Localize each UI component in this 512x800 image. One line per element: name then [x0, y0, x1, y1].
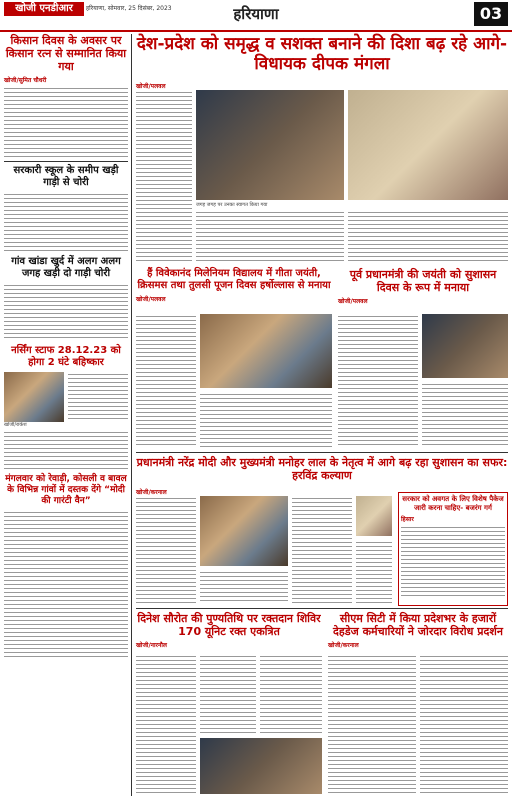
- main-byline: खोजी/पलवल: [136, 83, 166, 90]
- section-title: हरियाणा: [233, 5, 279, 23]
- section-divider: [136, 452, 508, 453]
- story2-body: [4, 192, 128, 252]
- blood-byline: खोजी/नारनौल: [136, 642, 167, 649]
- story1-body: [4, 86, 128, 158]
- story4-body-2: [4, 430, 128, 470]
- story3-headline: गांव खांडा खुर्द में अलग अलग जगह खड़ी दो गाड़ी चोरी: [11, 256, 121, 279]
- kalyan-body-1: [136, 496, 196, 604]
- page-number: 03: [474, 2, 508, 26]
- main-caption: जगह जगह पर उनका स्वागत किया गया: [196, 202, 268, 208]
- story3-body: [4, 283, 128, 341]
- blood-body-3: [260, 654, 322, 734]
- protest-byline: खोजी/करनाल: [328, 642, 359, 649]
- kalyan-headline: प्रधानमंत्री नरेंद्र मोदी और मुख्यमंत्री मनोहर लाल के नेतृत्व में आगे बढ़ रहा सुशासन का सफर: हरविंद्र कल्याण: [136, 456, 508, 482]
- main-photo-2: [348, 90, 508, 200]
- story2-headline: सरकारी स्कूल के समीप खड़ी गाड़ी से चोरी: [13, 165, 119, 188]
- section-divider-2: [136, 608, 508, 609]
- blood-body: [136, 654, 196, 794]
- blood-photo: [200, 738, 322, 794]
- sushasan-photo: [422, 314, 508, 378]
- school-body-2: [200, 392, 332, 448]
- sushasan-body: [338, 314, 418, 448]
- protest-headline: सीएम सिटी में किया प्रदेशभर के हजारों देहडेज कर्मचारियों ने जोरदार विरोध प्रदर्शन: [333, 612, 503, 638]
- kalyan-byline: खोजी/करनाल: [136, 489, 167, 496]
- garg-byline: हिसार: [401, 516, 414, 523]
- kalyan-photo-2: [356, 496, 392, 536]
- sushasan-story: [338, 268, 508, 450]
- garg-headline: सरकार को अवगत के लिए विशेष पैकेज जारी करना चाहिए- बजरंग गर्ग: [402, 495, 504, 512]
- main-photo-1: [196, 90, 344, 200]
- blood-camp-story: [136, 612, 322, 796]
- main-body-mid: [196, 210, 344, 262]
- garg-body: [401, 525, 505, 597]
- school-photo: [200, 314, 332, 388]
- main-story: [136, 34, 508, 264]
- story4-body: [68, 372, 128, 422]
- story1-headline: किसान दिवस के अवसर पर किसान रत्न से सम्मानित किया गया: [5, 34, 127, 73]
- school-headline: हैं विवेकानंद मिलेनियम विद्यालय में गीता जयंती, क्रिसमस तथा तुलसी पूजन दिवस हर्षोल्लास से मनाया: [137, 268, 331, 291]
- school-body: [136, 314, 196, 448]
- story4-headline: नर्सिंग स्टाफ 28.12.23 को होगा 2 घंटे बहिष्कार: [11, 345, 121, 368]
- sushasan-byline: खोजी/पलवल: [338, 298, 368, 305]
- blood-body-2: [200, 654, 256, 734]
- sushasan-body-2: [422, 382, 508, 448]
- story5-headline: मंगलवार को रेवाड़ी, कोसली व बावल के विभिन्न गांवों में दस्तक देंगे “मोदी की गारंटी वैन”: [5, 474, 127, 506]
- column-divider: [131, 34, 132, 796]
- school-story: [136, 268, 332, 450]
- divider: [4, 161, 128, 162]
- blood-headline: दिनेश सौरोत की पुण्यतिथि पर रक्तदान शिविर 170 यूनिट रक्त एकत्रित: [137, 612, 321, 638]
- story4-caption: खोजी/राकेश: [4, 422, 27, 428]
- kalyan-body-2: [200, 570, 288, 604]
- school-byline: खोजी/पलवल: [136, 296, 166, 303]
- main-body-right: [348, 210, 508, 262]
- page-header: [0, 0, 512, 32]
- main-body-left: [136, 90, 192, 262]
- kalyan-body-3: [292, 496, 352, 604]
- masthead-logo: खोजी एनडीआर: [4, 2, 84, 16]
- kalyan-photo: [200, 496, 288, 566]
- story5-body: [4, 510, 128, 660]
- protest-story: [328, 612, 508, 796]
- kalyan-body-4: [356, 540, 392, 604]
- story4-photo: [4, 372, 64, 422]
- left-column: [4, 34, 128, 796]
- protest-body-1: [328, 654, 416, 794]
- dateline: हरियाणा, सोमवार, 25 दिसंबर, 2023: [86, 5, 172, 12]
- story1-byline: खोजी/सुमित चौधरी: [4, 77, 47, 84]
- story4-photo-wrap: [4, 372, 128, 422]
- gar-story-box: [398, 492, 508, 606]
- sushasan-headline: पूर्व प्रधानमंत्री की जयंती को सुशासन दिवस के रूप में मनाया: [349, 268, 497, 294]
- protest-body-2: [420, 654, 508, 794]
- main-headline: देश-प्रदेश को समृद्ध व सशक्त बनाने की दिशा बढ़ रहे आगे- विधायक दीपक मंगला: [136, 34, 508, 74]
